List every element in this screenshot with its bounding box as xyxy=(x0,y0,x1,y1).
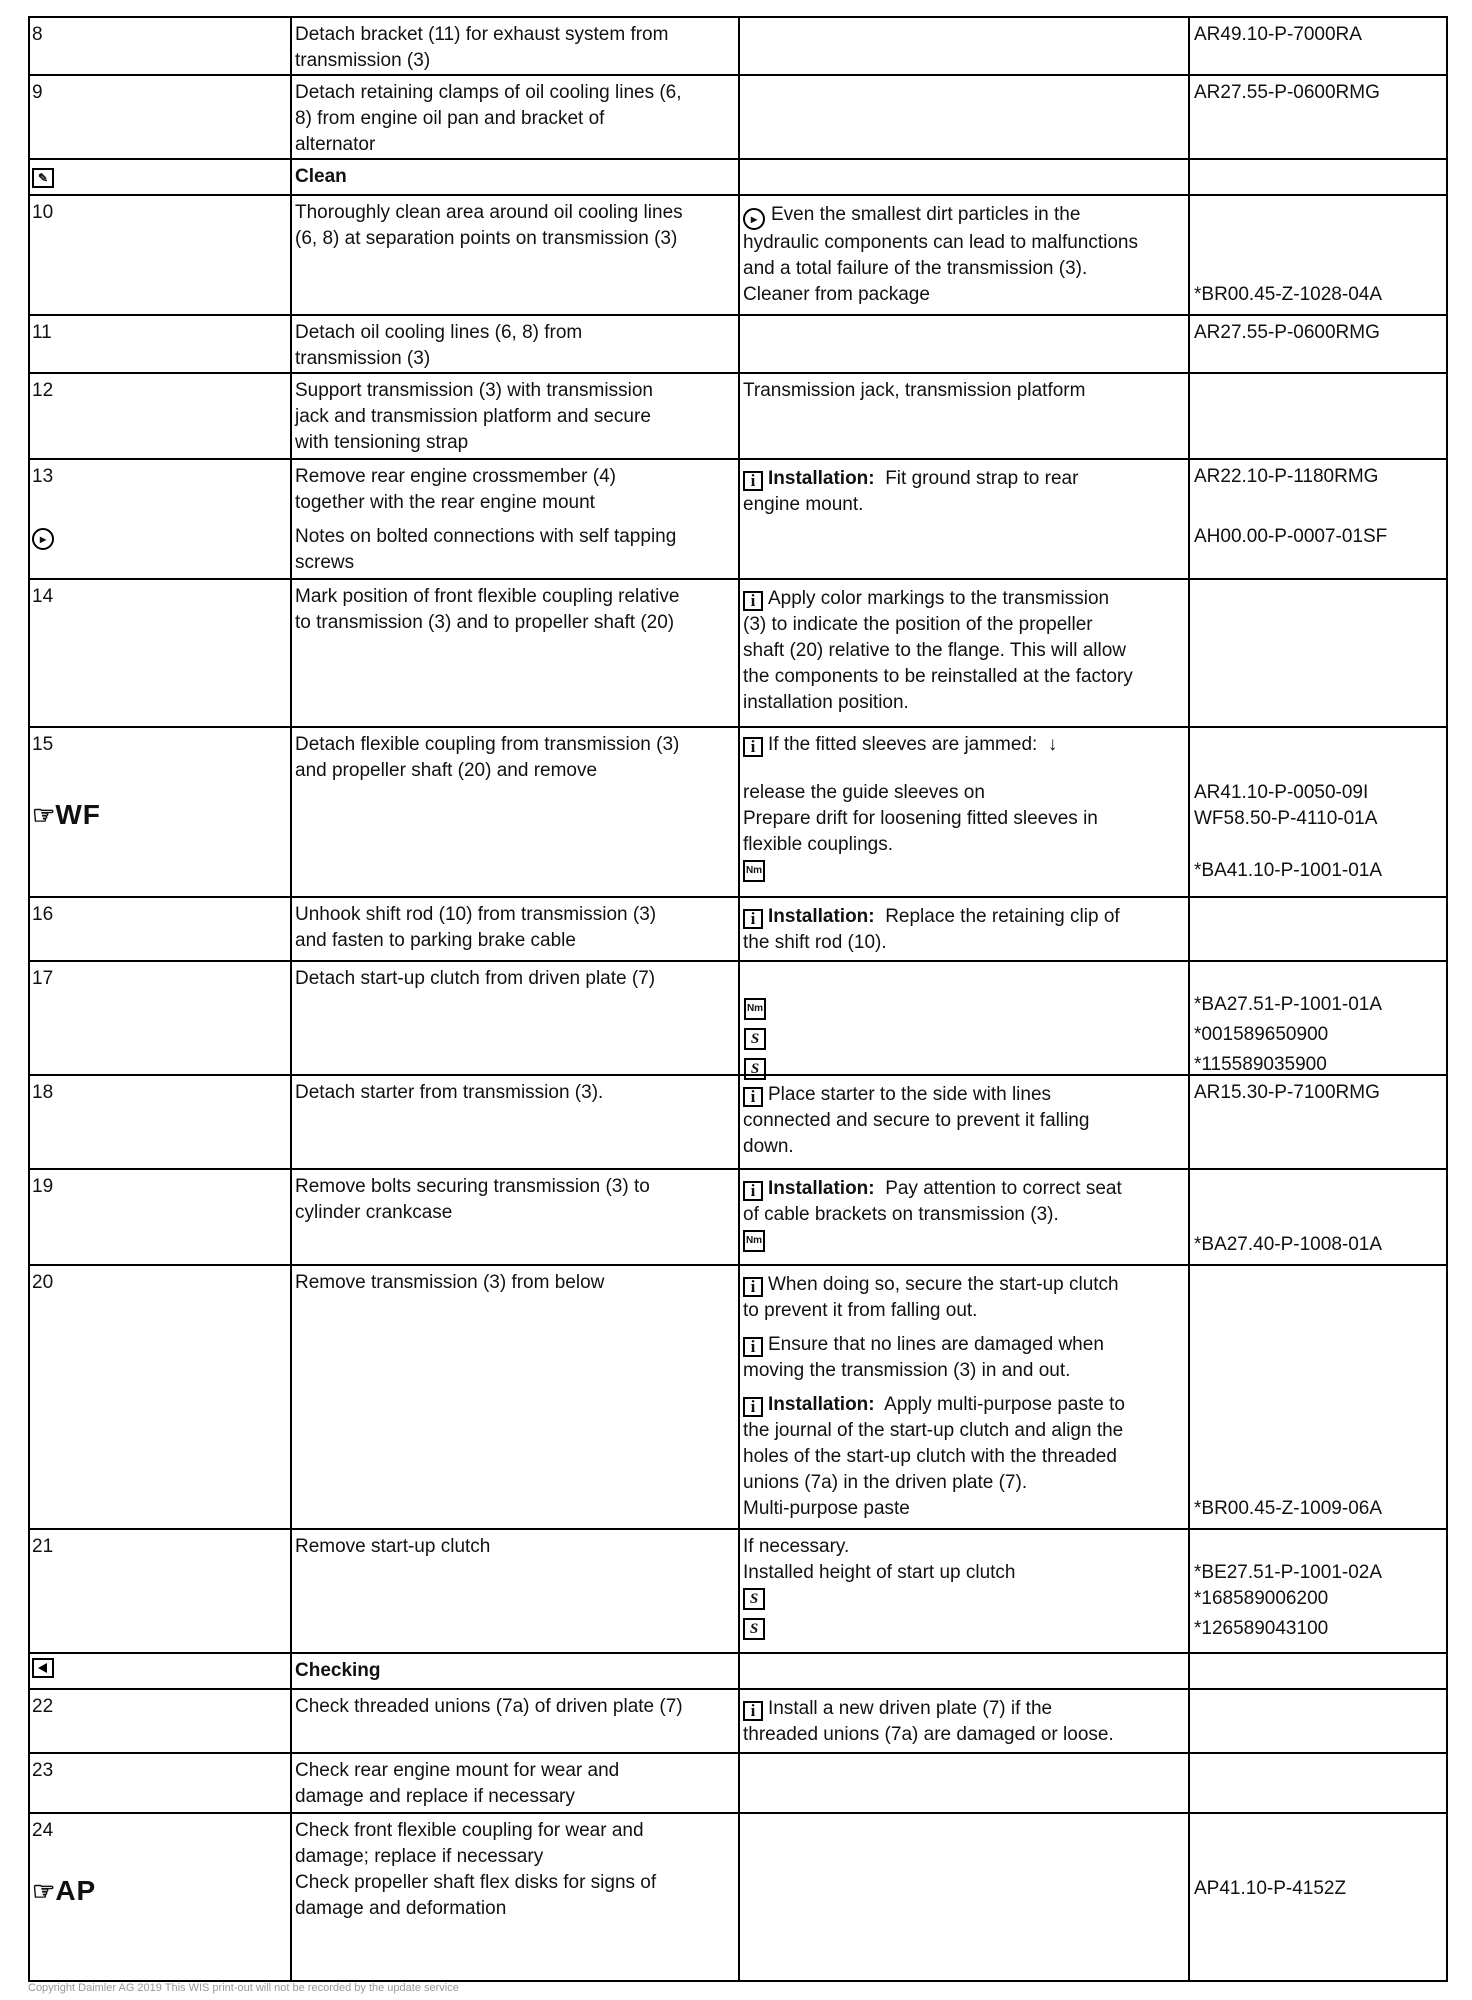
table-row xyxy=(30,374,1446,460)
step-description: Check rear engine mount for wear and damage and replace if necessary xyxy=(292,1754,740,1812)
step-number: 15 xyxy=(32,734,54,755)
table-row xyxy=(30,18,1446,76)
step-description: Thoroughly clean area around oil cooling lines (6, 8) at separation points on transmission (3) xyxy=(292,196,740,314)
step-notes: i Installation: Replace the retaining clip of the shift rod (10). xyxy=(740,898,1190,960)
procedure-table xyxy=(28,16,1448,1982)
step-number: 13 xyxy=(32,466,54,487)
step-description: Detach retaining clamps of oil cooling lines (6, 8) from engine oil pan and bracket of alternator xyxy=(292,76,740,158)
reference-link[interactable]: AR15.30-P-7100RMG xyxy=(1194,1082,1380,1103)
step-number: 21 xyxy=(30,1530,292,1652)
info-icon: i xyxy=(743,1181,763,1201)
table-row xyxy=(30,1530,1446,1654)
notes-icon: ▸ xyxy=(743,208,765,230)
info-icon: i xyxy=(743,1397,763,1417)
step-number: 11 xyxy=(30,316,292,372)
pointing-hand-icon: ☞ xyxy=(32,800,56,830)
step-description: Check threaded unions (7a) of driven plate (7) xyxy=(292,1690,740,1752)
step-notes: i Installation: Pay attention to correct seat of cable brackets on transmission (3). Nm xyxy=(740,1170,1190,1264)
step-description: Check front flexible coupling for wear and damage; replace if necessary Check propeller shaft flex disks for signs of damage and deformation xyxy=(292,1814,740,1980)
step-notes: i Apply color markings to the transmission (3) to indicate the position of the propeller shaft (20) relative to the flange. This will allow the components to be reinstalled at the factory installation position. xyxy=(740,580,1190,726)
footer-text: Copyright Daimler AG 2019 This WIS print-out will not be recorded by the update service xyxy=(28,1982,459,1994)
torque-icon: Nm xyxy=(743,860,765,882)
table-row xyxy=(30,962,1446,1076)
step-number: 19 xyxy=(30,1170,292,1264)
step-notes: Transmission jack, transmission platform xyxy=(740,374,1190,458)
special-tool-icon: S xyxy=(743,1618,765,1640)
section-title: Checking xyxy=(292,1654,740,1688)
step-number: 10 xyxy=(30,196,292,314)
reference-link[interactable]: AR41.10-P-0050-09I xyxy=(1194,782,1369,803)
table-row xyxy=(30,316,1446,374)
table-row xyxy=(30,898,1446,962)
work-tag: ☞WF xyxy=(32,799,101,830)
step-number: 16 xyxy=(30,898,292,960)
table-row xyxy=(30,1266,1446,1530)
section-header-row xyxy=(30,160,1446,196)
step-number: 23 xyxy=(30,1754,292,1812)
pointing-hand-icon: ☞ xyxy=(32,1876,56,1906)
table-row xyxy=(30,728,1446,898)
step-notes: i Install a new driven plate (7) if the threaded unions (7a) are damaged or loose. xyxy=(740,1690,1190,1752)
step-number: 14 xyxy=(30,580,292,726)
step-notes: i Place starter to the side with lines connected and secure to prevent it falling down. xyxy=(740,1076,1190,1168)
step-number: 8 xyxy=(30,18,292,74)
table-row xyxy=(30,1814,1446,1980)
step-description: Detach starter from transmission (3). xyxy=(292,1076,740,1168)
info-icon: i xyxy=(743,737,763,757)
section-header-row xyxy=(30,1654,1446,1690)
step-notes xyxy=(740,962,1190,1077)
reference-link[interactable]: *001589650900 xyxy=(1194,1024,1329,1045)
step-number: 12 xyxy=(30,374,292,458)
info-icon: i xyxy=(743,471,763,491)
special-tool-icon: S xyxy=(743,1588,765,1610)
reference-link[interactable]: *168589006200 xyxy=(1194,1588,1329,1609)
step-notes: i When doing so, secure the start-up clutch to prevent it from falling out. i Ensure that no lines are damaged when moving the transmission (3) in and out. i Installation: Apply multi-purpose paste to the journal of the start-up clutch and align the holes of the start-up clutch with the threaded unions (7a) in the driven plate (7). Multi-purpose paste xyxy=(740,1266,1190,1528)
reference-link[interactable]: AR49.10-P-7000RA xyxy=(1194,24,1362,45)
special-tool-icon: S xyxy=(744,1028,766,1050)
torque-icon: Nm xyxy=(743,1230,765,1252)
table-row xyxy=(30,1076,1446,1170)
step-notes xyxy=(740,76,1190,158)
step-notes: i Installation: Fit ground strap to rear engine mount. xyxy=(740,460,1190,578)
step-description: Detach oil cooling lines (6, 8) from transmission (3) xyxy=(292,316,740,372)
step-description: Detach bracket (11) for exhaust system from transmission (3) xyxy=(292,18,740,74)
reference-link[interactable]: AR27.55-P-0600RMG xyxy=(1194,82,1380,103)
notes-icon: ▸ xyxy=(32,528,54,550)
table-row xyxy=(30,1170,1446,1266)
step-number: 18 xyxy=(30,1076,292,1168)
reference-link[interactable]: *BE27.51-P-1001-02A xyxy=(1194,1562,1383,1583)
reference-link[interactable]: AR22.10-P-1180RMG xyxy=(1194,466,1379,487)
info-icon: i xyxy=(743,1337,763,1357)
step-description: Remove bolts securing transmission (3) to cylinder crankcase xyxy=(292,1170,740,1264)
step-notes: ▸ Even the smallest dirt particles in the hydraulic components can lead to malfunctions and a total failure of the transmission (3). Cleaner from package xyxy=(740,196,1190,314)
info-icon: i xyxy=(743,1087,763,1107)
section-title: Clean xyxy=(292,160,740,194)
step-description: Remove transmission (3) from below xyxy=(292,1266,740,1528)
special-tool-icon: S xyxy=(744,1058,766,1080)
step-description: Support transmission (3) with transmission jack and transmission platform and secure with tensioning strap xyxy=(292,374,740,458)
reference-link[interactable]: AP41.10-P-4152Z xyxy=(1194,1878,1347,1899)
info-icon: i xyxy=(743,909,763,929)
reference-link[interactable]: *BR00.45-Z-1009-06A xyxy=(1194,1498,1382,1519)
info-icon: i xyxy=(743,591,763,611)
step-description: Detach flexible coupling from transmission (3) and propeller shaft (20) and remove xyxy=(292,728,740,896)
table-row xyxy=(30,1690,1446,1754)
step-description: Mark position of front flexible coupling relative to transmission (3) and to propeller shaft (20) xyxy=(292,580,740,726)
reference-link[interactable]: *BA27.40-P-1008-01A xyxy=(1194,1234,1383,1255)
reference-link[interactable]: AH00.00-P-0007-01SF xyxy=(1194,526,1388,547)
step-number: 24 xyxy=(32,1820,54,1841)
reference-link[interactable]: *115589035900 xyxy=(1194,1054,1327,1075)
info-icon: i xyxy=(743,1277,763,1297)
reference-link[interactable]: *BA27.51-P-1001-01A xyxy=(1194,994,1383,1015)
reference-link[interactable]: *BA41.10-P-1001-01A xyxy=(1194,860,1383,881)
step-number: 20 xyxy=(30,1266,292,1528)
step-description: Remove start-up clutch xyxy=(292,1530,740,1652)
step-notes xyxy=(740,18,1190,74)
table-row xyxy=(30,196,1446,316)
work-tag: ☞AP xyxy=(32,1875,97,1906)
torque-icon: Nm xyxy=(744,998,766,1020)
step-number: 22 xyxy=(30,1690,292,1752)
step-number: 9 xyxy=(30,76,292,158)
clean-icon: ✎ xyxy=(32,168,54,188)
step-number: 17 xyxy=(30,962,292,1074)
step-description: Remove rear engine crossmember (4) together with the rear engine mount Notes on bolted connections with self tapping screws xyxy=(292,460,740,578)
step-description: Unhook shift rod (10) from transmission (3) and fasten to parking brake cable xyxy=(292,898,740,960)
table-row xyxy=(30,580,1446,728)
checking-icon xyxy=(32,1658,54,1678)
step-notes: i If the fitted sleeves are jammed: ↓ release the guide sleeves on Prepare drift for loosening fitted sleeves in flexible couplings. Nm xyxy=(740,728,1190,896)
arrow-down-icon: ↓ xyxy=(1047,734,1058,755)
table-row xyxy=(30,76,1446,160)
info-icon: i xyxy=(743,1701,763,1721)
table-row xyxy=(30,1754,1446,1814)
table-row xyxy=(30,460,1446,580)
step-description: Detach start-up clutch from driven plate (7) xyxy=(292,962,740,1074)
reference-link[interactable]: *126589043100 xyxy=(1194,1618,1329,1639)
reference-link[interactable]: WF58.50-P-4110-01A xyxy=(1194,808,1378,829)
step-notes: If necessary. Installed height of start up clutch S S xyxy=(740,1530,1190,1652)
reference-link[interactable]: *BR00.45-Z-1028-04A xyxy=(1194,284,1382,305)
reference-link[interactable]: AR27.55-P-0600RMG xyxy=(1194,322,1380,343)
